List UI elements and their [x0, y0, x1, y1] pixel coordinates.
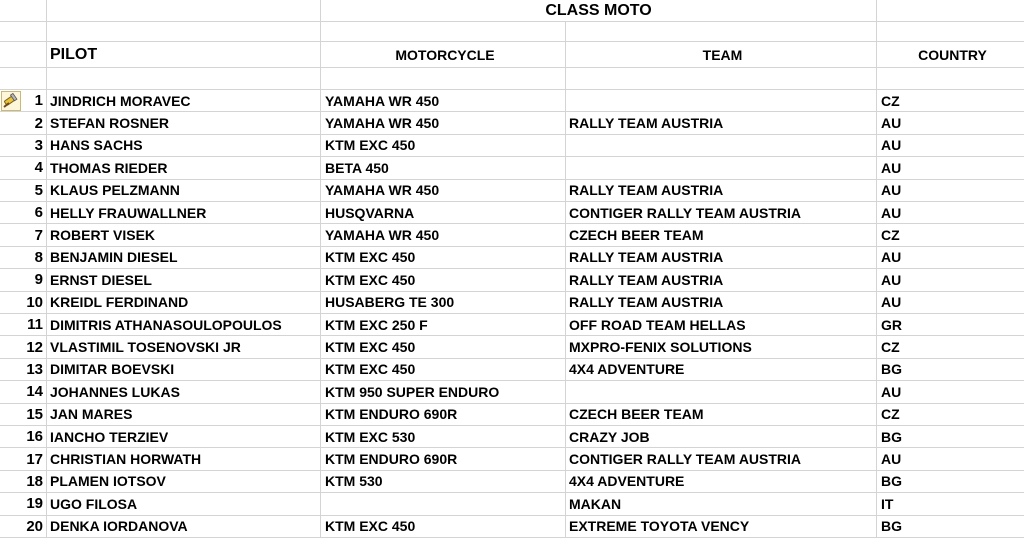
- cell-motorcycle[interactable]: KTM EXC 250 F: [321, 314, 566, 335]
- cell-pilot[interactable]: KLAUS PELZMANN: [47, 180, 321, 201]
- row-number[interactable]: 16: [0, 426, 47, 447]
- cell-country[interactable]: AU: [881, 294, 902, 311]
- cell-pilot[interactable]: UGO FILOSA: [47, 493, 321, 514]
- cell-team[interactable]: RALLY TEAM AUSTRIA: [566, 247, 877, 268]
- row-number[interactable]: 9: [0, 269, 47, 290]
- table-row: [0, 135, 1024, 157]
- header-team[interactable]: TEAM: [566, 42, 877, 67]
- table-row: [0, 336, 1024, 358]
- table-row: [0, 157, 1024, 179]
- row-number[interactable]: 14: [0, 381, 47, 402]
- cell-team[interactable]: OFF ROAD TEAM HELLAS: [566, 314, 877, 335]
- cell-country[interactable]: GR: [881, 316, 902, 333]
- cell-pilot[interactable]: ERNST DIESEL: [47, 269, 321, 290]
- cell-country[interactable]: AU: [881, 249, 902, 266]
- cell-motorcycle[interactable]: KTM EXC 450: [321, 359, 566, 380]
- cell-motorcycle[interactable]: KTM EXC 450: [321, 516, 566, 537]
- cell-team[interactable]: RALLY TEAM AUSTRIA: [566, 269, 877, 290]
- cell-pilot[interactable]: JINDRICH MORAVEC: [47, 90, 321, 111]
- header-row: [0, 42, 1024, 68]
- table-row: [0, 202, 1024, 224]
- table-row: [0, 516, 1024, 538]
- cell-team[interactable]: RALLY TEAM AUSTRIA: [566, 112, 877, 133]
- row-number[interactable]: 7: [0, 224, 47, 245]
- cell[interactable]: [877, 0, 1024, 21]
- row-number[interactable]: 6: [0, 202, 47, 223]
- table-row: [0, 224, 1024, 246]
- row-number[interactable]: 13: [0, 359, 47, 380]
- table-row: [0, 471, 1024, 493]
- cell-pilot[interactable]: STEFAN ROSNER: [47, 112, 321, 133]
- cell-pilot[interactable]: PLAMEN IOTSOV: [47, 471, 321, 492]
- row-number[interactable]: 1: [0, 90, 47, 111]
- cell-country[interactable]: AU: [881, 182, 902, 199]
- cell-motorcycle[interactable]: KTM EXC 450: [321, 269, 566, 290]
- cell-pilot[interactable]: BENJAMIN DIESEL: [47, 247, 321, 268]
- cell-team[interactable]: [566, 135, 877, 156]
- cell-pilot[interactable]: JAN MARES: [47, 404, 321, 425]
- table-row: [0, 180, 1024, 202]
- table-row: [0, 426, 1024, 448]
- row-number[interactable]: 17: [0, 448, 47, 469]
- cell[interactable]: [0, 68, 47, 89]
- cell-motorcycle[interactable]: KTM EXC 530: [321, 426, 566, 447]
- cell[interactable]: [47, 22, 321, 41]
- cell-country[interactable]: CZ: [881, 339, 900, 356]
- table-row: [0, 404, 1024, 426]
- cell-motorcycle[interactable]: KTM ENDURO 690R: [321, 404, 566, 425]
- cell[interactable]: [877, 68, 1024, 89]
- cell-motorcycle[interactable]: YAMAHA WR 450: [321, 90, 566, 111]
- row-number[interactable]: 19: [0, 493, 47, 514]
- cell-country[interactable]: CZ: [881, 92, 900, 109]
- cell-team[interactable]: CZECH BEER TEAM: [566, 404, 877, 425]
- cell[interactable]: [0, 42, 47, 67]
- cell[interactable]: [47, 0, 321, 21]
- cell-country[interactable]: IT: [881, 495, 894, 512]
- table-row: [0, 381, 1024, 403]
- cell-motorcycle[interactable]: BETA 450: [321, 157, 566, 178]
- cell-team[interactable]: 4X4 ADVENTURE: [566, 471, 877, 492]
- table-row: [0, 292, 1024, 314]
- cell-team[interactable]: CONTIGER RALLY TEAM AUSTRIA: [566, 448, 877, 469]
- cell[interactable]: [877, 22, 1024, 41]
- cell[interactable]: [566, 68, 877, 89]
- blank-row: [0, 22, 1024, 42]
- cell[interactable]: [0, 0, 47, 21]
- cell-country[interactable]: BG: [881, 361, 902, 378]
- cell-country[interactable]: AU: [881, 271, 902, 288]
- cell-team[interactable]: MAKAN: [566, 493, 877, 514]
- cell-team[interactable]: RALLY TEAM AUSTRIA: [566, 292, 877, 313]
- cell-motorcycle[interactable]: KTM EXC 450: [321, 336, 566, 357]
- cell-country[interactable]: BG: [881, 473, 902, 490]
- cell[interactable]: [321, 68, 566, 89]
- blank-row: [0, 68, 1024, 90]
- cell-team[interactable]: CONTIGER RALLY TEAM AUSTRIA: [566, 202, 877, 223]
- cell-motorcycle[interactable]: HUSABERG TE 300: [321, 292, 566, 313]
- cell-pilot[interactable]: THOMAS RIEDER: [47, 157, 321, 178]
- cell-team[interactable]: 4X4 ADVENTURE: [566, 359, 877, 380]
- cell-motorcycle[interactable]: KTM EXC 450: [321, 135, 566, 156]
- cell-motorcycle[interactable]: [321, 493, 566, 514]
- cell-motorcycle[interactable]: KTM ENDURO 690R: [321, 448, 566, 469]
- cell-team[interactable]: [566, 157, 877, 178]
- cell-team[interactable]: EXTREME TOYOTA VENCY: [566, 516, 877, 537]
- cell-motorcycle[interactable]: YAMAHA WR 450: [321, 180, 566, 201]
- cell-motorcycle[interactable]: HUSQVARNA: [321, 202, 566, 223]
- cell-motorcycle[interactable]: YAMAHA WR 450: [321, 112, 566, 133]
- cell-pilot[interactable]: DIMITAR BOEVSKI: [47, 359, 321, 380]
- cell-country[interactable]: BG: [881, 428, 902, 445]
- cell-motorcycle[interactable]: YAMAHA WR 450: [321, 224, 566, 245]
- cell-team[interactable]: [566, 381, 877, 402]
- row-number[interactable]: 2: [0, 112, 47, 133]
- title-row: [0, 0, 1024, 22]
- row-number[interactable]: 10: [0, 292, 47, 313]
- header-pilot[interactable]: PILOT: [47, 42, 321, 67]
- cell-pilot[interactable]: JOHANNES LUKAS: [47, 381, 321, 402]
- table-row: [0, 314, 1024, 336]
- cell-team[interactable]: CZECH BEER TEAM: [566, 224, 877, 245]
- cell-country[interactable]: AU: [881, 204, 902, 221]
- cell[interactable]: [0, 22, 47, 41]
- cell-country[interactable]: AU: [881, 159, 902, 176]
- cell-team[interactable]: [566, 90, 877, 111]
- cell[interactable]: [566, 22, 877, 41]
- cell-pilot[interactable]: IANCHO TERZIEV: [47, 426, 321, 447]
- row-number[interactable]: 4: [0, 157, 47, 178]
- header-motorcycle[interactable]: MOTORCYCLE: [321, 42, 566, 67]
- paintbrush-clipboard-icon[interactable]: [1, 91, 21, 111]
- sheet-title[interactable]: CLASS MOTO: [321, 0, 877, 21]
- cell[interactable]: [321, 22, 566, 41]
- cell-pilot[interactable]: KREIDL FERDINAND: [47, 292, 321, 313]
- table-row: [0, 247, 1024, 269]
- row-number[interactable]: 12: [0, 336, 47, 357]
- cell-country[interactable]: BG: [881, 518, 902, 535]
- header-country[interactable]: COUNTRY: [918, 46, 987, 63]
- row-number[interactable]: 20: [0, 516, 47, 537]
- cell-pilot[interactable]: CHRISTIAN HORWATH: [47, 448, 321, 469]
- cell-country[interactable]: CZ: [881, 227, 900, 244]
- row-number[interactable]: 8: [0, 247, 47, 268]
- table-row: [0, 90, 1024, 112]
- cell-country[interactable]: CZ: [881, 406, 900, 423]
- cell-team[interactable]: MXPRO-FENIX SOLUTIONS: [566, 336, 877, 357]
- table-row: [0, 359, 1024, 381]
- cell-motorcycle[interactable]: KTM EXC 450: [321, 247, 566, 268]
- cell-pilot[interactable]: ROBERT VISEK: [47, 224, 321, 245]
- row-number[interactable]: 15: [0, 404, 47, 425]
- cell-country[interactable]: AU: [881, 115, 902, 132]
- cell-country[interactable]: AU: [881, 451, 902, 468]
- row-number[interactable]: 18: [0, 471, 47, 492]
- cell-country[interactable]: AU: [881, 137, 902, 154]
- cell-pilot[interactable]: HELLY FRAUWALLNER: [47, 202, 321, 223]
- cell-motorcycle[interactable]: KTM 530: [321, 471, 566, 492]
- cell-team[interactable]: CRAZY JOB: [566, 426, 877, 447]
- table-row: [0, 269, 1024, 291]
- row-number[interactable]: 5: [0, 180, 47, 201]
- cell-motorcycle[interactable]: KTM 950 SUPER ENDURO: [321, 381, 566, 402]
- cell-team[interactable]: RALLY TEAM AUSTRIA: [566, 180, 877, 201]
- cell-pilot[interactable]: DIMITRIS ATHANASOULOPOULOS: [47, 314, 321, 335]
- row-number[interactable]: 11: [0, 314, 47, 335]
- cell-pilot[interactable]: HANS SACHS: [47, 135, 321, 156]
- row-number[interactable]: 3: [0, 135, 47, 156]
- cell-country[interactable]: AU: [881, 383, 902, 400]
- table-row: [0, 448, 1024, 470]
- table-row: [0, 112, 1024, 134]
- cell[interactable]: [47, 68, 321, 89]
- cell-pilot[interactable]: VLASTIMIL TOSENOVSKI JR: [47, 336, 321, 357]
- cell-pilot[interactable]: DENKA IORDANOVA: [47, 516, 321, 537]
- table-row: [0, 493, 1024, 515]
